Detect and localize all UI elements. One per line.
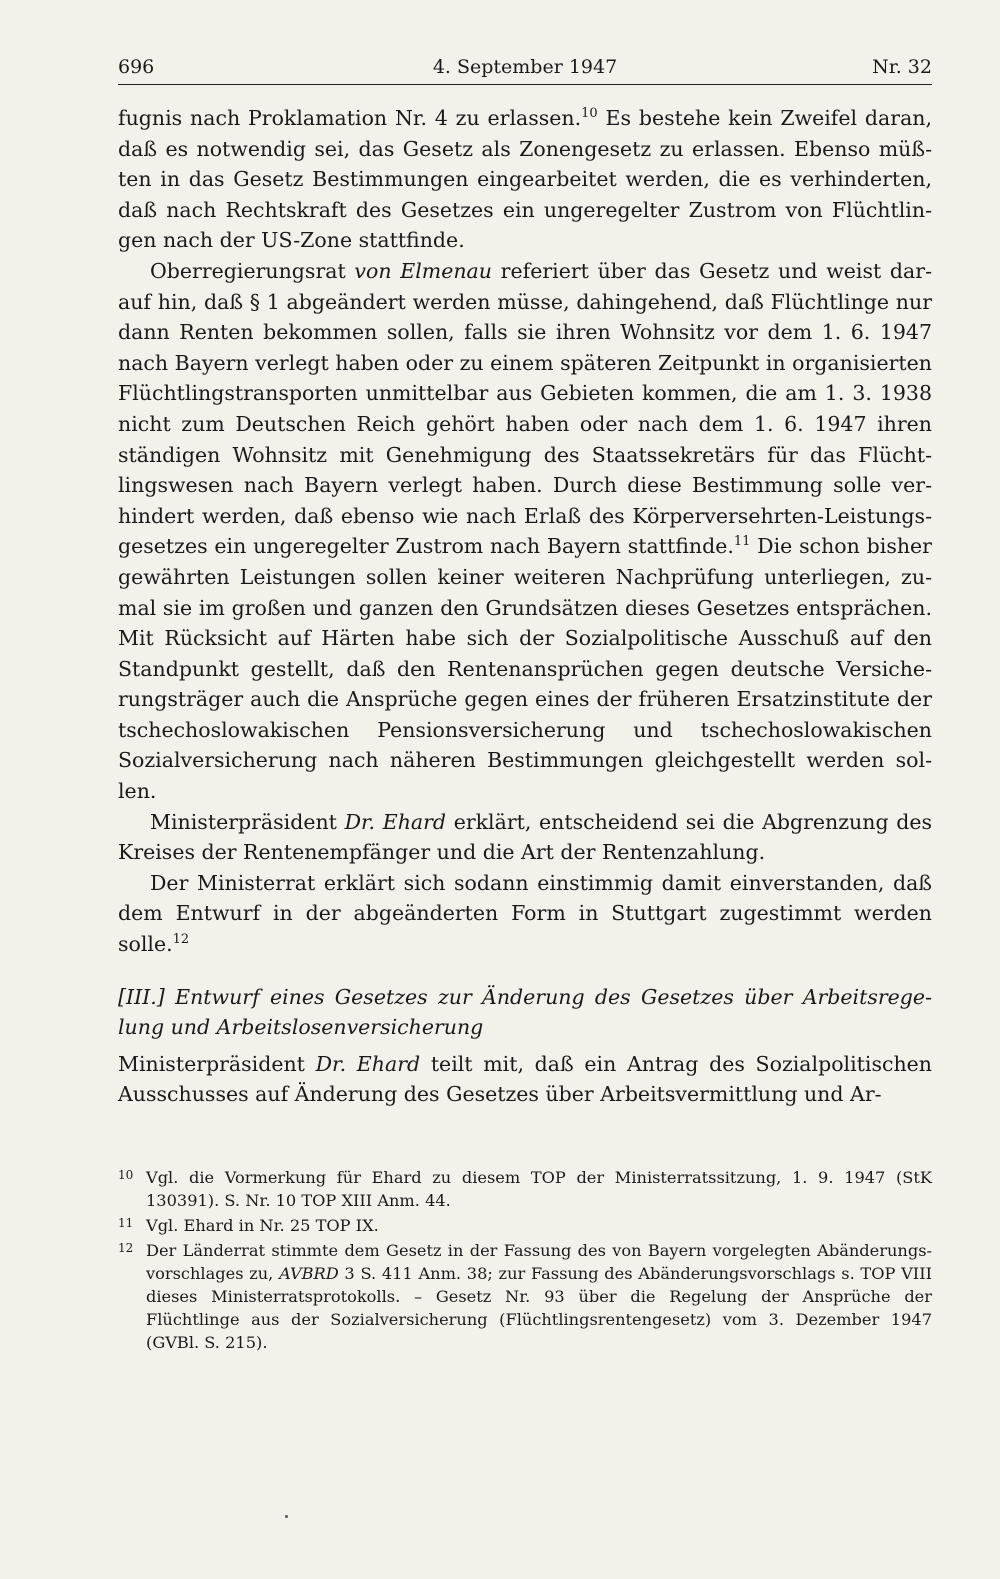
footnote-text-a: Der Länderrat stimmte dem Gesetz in der Fassung des von Bayern vorgelegten Abänderungsvorschlages zu, xyxy=(146,1241,932,1283)
paragraph-3 xyxy=(118,807,932,868)
footnote-ref-10: 10 xyxy=(581,106,598,122)
footnote-number: 10 xyxy=(118,1168,134,1182)
main-text xyxy=(118,103,932,960)
paragraph-1-text-a: fugnis nach Proklamation Nr. 4 zu erlassen. xyxy=(118,106,582,130)
footnote-citation: AVBRD xyxy=(279,1264,339,1283)
footnote-text xyxy=(146,1239,932,1354)
main-text-continued xyxy=(118,1049,932,1110)
paragraph-4 xyxy=(118,868,932,960)
paragraph-2-text-a: Oberregierungsrat xyxy=(150,258,355,283)
page-number: 696 xyxy=(118,56,155,78)
header-date: 4. September 1947 xyxy=(432,56,618,78)
footnote-10 xyxy=(118,1166,932,1212)
issue-number: Nr. 32 xyxy=(872,56,932,78)
section-number: [III.] xyxy=(118,984,165,1009)
footnote-text-b: 3 S. 411 Anm. 38; zur Fassung des Abänderungsvorschlags s. TOP VIII dieses Ministerratsprotokolls. – Gesetz Nr. 93 über die Regelung der Ansprüche der Flüchtlinge aus der Sozialversicherung (Flüchtlingsrentengesetz) vom 3. Dezember 1947 (GVBl. S. 215). xyxy=(146,1264,932,1352)
paragraph-3-text-b: erklärt, entscheidend sei die Abgrenzung des Kreises der Rentenempfänger und die Art der Rentenzahlung. xyxy=(118,809,933,865)
footnote-number: 11 xyxy=(118,1216,134,1230)
paragraph-2-text-b: referiert über das Gesetz und weist darauf hin, daß § 1 abgeändert werden müsse, dahingehend, daß Flüchtlinge nur dann Renten bekommen sollen, falls sie ihren Wohnsitz vor dem 1. 6. 1947 nach Bayern verlegt haben oder zu einem späteren Zeitpunkt in organisierten Flüchtlingstransporten unmittelbar aus Gebieten kommen, die am 1. 3. 1938 nicht zum Deutschen Reich gehört haben oder nach dem 1. 6. 1947 ihren ständigen Wohnsitz mit Genehmigung des Staatssekretärs für das Flüchtlingswesen nach Bayern verlegt haben. Durch diese Bestimmung solle verhindert werden, daß ebenso wie nach Erlaß des Körperversehrten-Leistungsgesetzes ein ungeregelter Zustrom nach Bayern stattfinde. xyxy=(118,258,932,559)
ink-speck xyxy=(285,1515,288,1518)
paragraph-3-text-a: Ministerpräsident xyxy=(150,809,345,834)
footnote-11 xyxy=(118,1214,932,1237)
speaker-name: Dr. Ehard xyxy=(344,809,447,834)
paragraph-2-text-c: Die schon bisher gewährten Leistungen sollen keiner weiteren Nachprüfung unterliegen, zumal sie im großen und ganzen den Grundsätzen dieses Gesetzes entsprächen. Mit Rücksicht auf Härten habe sich der Sozialpolitische Ausschuß auf den Standpunkt gestellt, daß den Rentenansprüchen gegen deutsche Versicherungsträger auch die Ansprüche gegen eines der früheren Ersatzinstitute der tschechoslowakischen Pensionsversicherung und tschechoslowakischen Sozialversicherung nach näheren Bestimmungen gleichgestellt werden sollen. xyxy=(118,534,932,804)
paragraph-1 xyxy=(118,103,932,256)
footnote-ref-11: 11 xyxy=(733,534,751,550)
speaker-name: Dr. Ehard xyxy=(315,1051,421,1076)
footnote-12 xyxy=(118,1239,932,1354)
paragraph-5-text-a: Ministerpräsident xyxy=(118,1051,316,1076)
paragraph-2 xyxy=(118,256,932,807)
footnote-number: 12 xyxy=(118,1241,134,1255)
paragraph-4-text: Der Ministerrat erklärt sich sodann einstimmig damit einverstanden, daß dem Entwurf in der abgeänderten Form in Stuttgart zugestimmt werden solle. xyxy=(118,870,932,957)
footnote-text: Vgl. Ehard in Nr. 25 TOP IX. xyxy=(146,1216,379,1235)
section-title: Entwurf eines Gesetzes zur Änderung des Gesetzes über Arbeitsregelung und Arbeitslosenversicherung xyxy=(118,984,932,1040)
section-heading xyxy=(118,982,932,1043)
speaker-name: von Elmenau xyxy=(354,258,492,283)
paragraph-5 xyxy=(118,1049,932,1110)
footnote-text: Vgl. die Vormerkung für Ehard zu diesem TOP der Ministerratssitzung, 1. 9. 1947 (StK 130391). S. Nr. 10 TOP XIII Anm. 44. xyxy=(146,1168,932,1210)
running-header xyxy=(118,56,932,85)
document-page xyxy=(118,56,932,1356)
footnotes xyxy=(118,1166,932,1354)
paragraph-5-text-b: teilt mit, daß ein Antrag des Sozialpolitischen Ausschusses auf Änderung des Gesetzes über Arbeitsvermittlung und Ar- xyxy=(118,1051,932,1107)
footnote-ref-12: 12 xyxy=(172,932,190,948)
paragraph-1-text-b: Es bestehe kein Zweifel daran, daß es notwendig sei, das Gesetz als Zonengesetz zu erlassen. Ebenso müßten in das Gesetz Bestimmungen eingearbeitet werden, die es verhinderten, daß nach Rechtskraft des Gesetzes ein ungeregelter Zustrom von Flüchtlingen nach der US-Zone stattfinde. xyxy=(118,106,933,253)
